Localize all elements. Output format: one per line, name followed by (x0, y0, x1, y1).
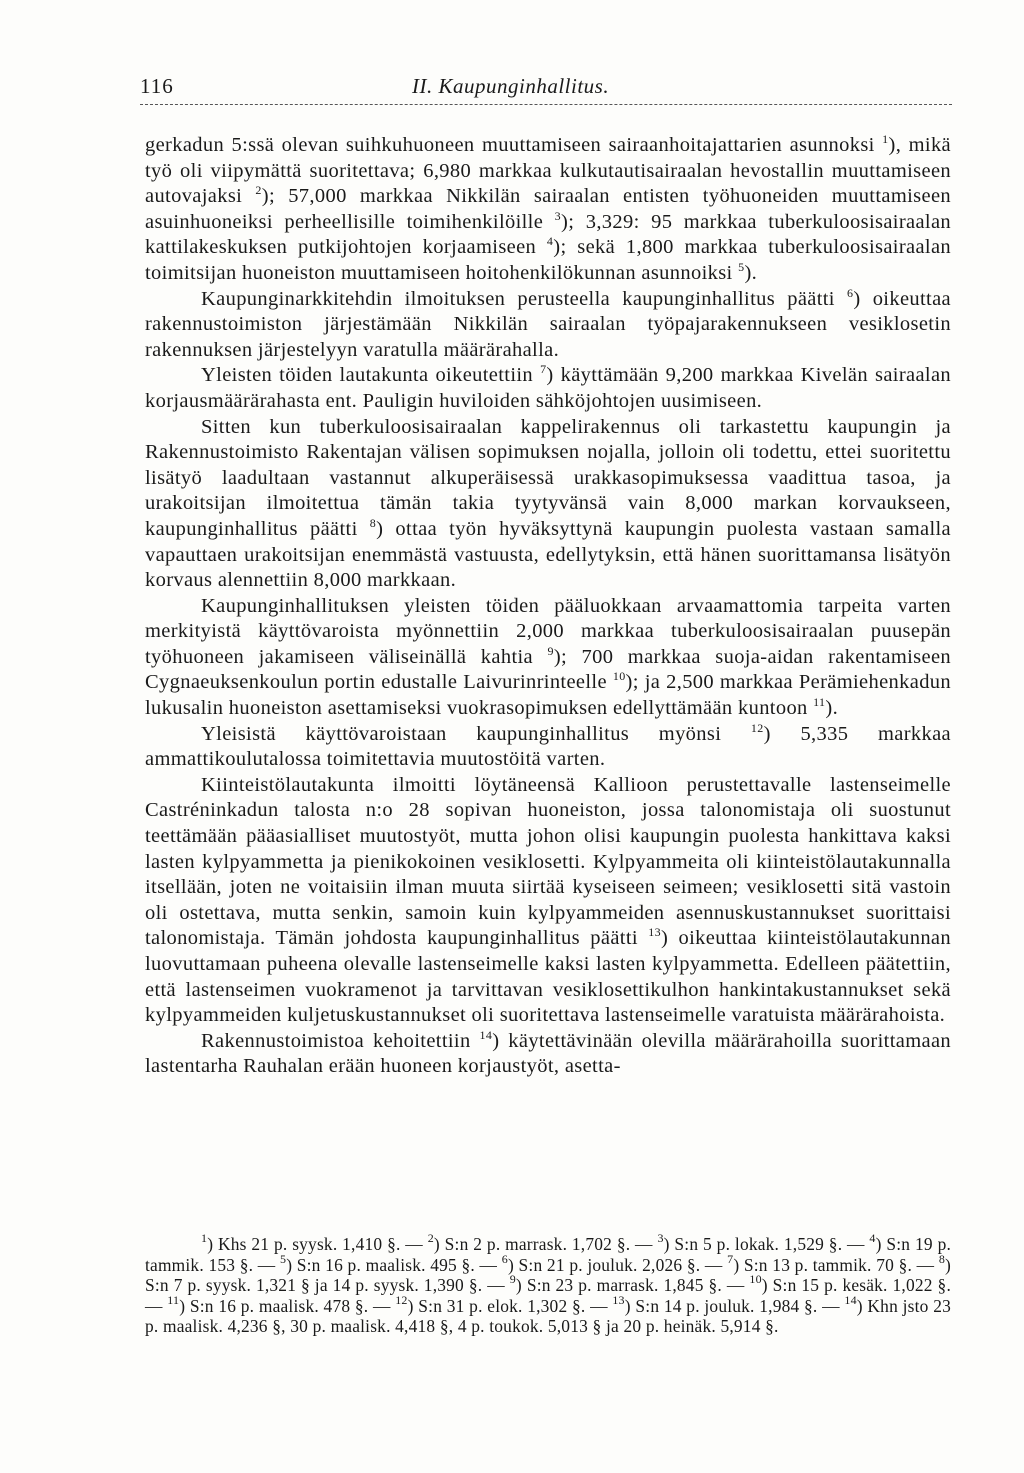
text-run: ) S:n 13 p. tammik. 70 §. — (733, 1254, 939, 1275)
text-run: ) S:n 21 p. jouluk. 2,026 §. — (507, 1254, 728, 1275)
footnote-marker: 4 (546, 234, 554, 249)
footnote-marker: 10 (612, 669, 626, 684)
footnotes (145, 1231, 952, 1337)
text-run: ); 700 markkaa suoja-aidan rakentamiseen Cygnaeuksenkoulun portin edustalle Laivurinrinteelle (145, 645, 952, 694)
footnote-marker: 11 (813, 695, 826, 710)
body-text (145, 133, 951, 1080)
footnote-marker: 9 (547, 643, 554, 658)
footnote-marker: 4 (869, 1231, 876, 1245)
text-run: ); sekä 1,800 markkaa tuberkuloosisairaalan toimitsijan huoneiston muuttamiseen hoitohenkilökunnan asunnoiksi (145, 236, 951, 284)
text-run: ); 57,000 markkaa Nikkilän sairaalan entisten työhuoneiden muuttamiseen asuinhuoneiksi perheellisille toimihenkilöille (145, 185, 952, 233)
text-run: ) S:n 19 p. tammik. 153 §. — (145, 1234, 952, 1275)
text-run: Rakennustoimistoa kehoitettiin (201, 1029, 480, 1052)
text-run: ); 3,329: 95 markkaa tuberkuloosisairaalan kattilakeskuksen putkijohtojen korjaamiseen (145, 210, 951, 259)
footnote-marker: 5 (279, 1251, 287, 1266)
paragraph (145, 722, 951, 773)
text-run: Yleisten töiden lautakunta oikeutettiin (201, 364, 541, 387)
footnote-marker: 2 (255, 183, 262, 198)
footnote-marker: 7 (540, 362, 547, 377)
footnote-marker: 9 (509, 1272, 516, 1287)
paragraph (145, 287, 951, 364)
text-run: Kiinteistölautakunta ilmoitti löytäneensä Kallioon perustettavalle lastenseimelle Castréninkadun talosta n:o 28 sopivan huoneiston, jossa talonomistaja oli suostunut teettämään pääasialliset muutostyöt, mutta johon olisi kaupungin puolesta hankittava kaksi lasten kylpyammetta ja pienikokoinen vesiklosetti. Kylpyammeita oli kiinteistölautakunnalla itsellään, joten ne voitaisiin ilman muuta siirtää kyseiseen seimeen; vesiklosetti sitä vastoin oli ostettava, mutta senkin, samoin kuin kylpyammeiden asennuskustannukset suorittaisi talonomistaja. Tämän johdosta kaupunginhallitus päätti (145, 773, 951, 950)
text-run: ) S:n 15 p. kesäk. 1,022 §. — (145, 1275, 951, 1316)
header-rule (140, 104, 952, 105)
footnote-marker: 6 (847, 285, 854, 300)
footnote-marker: 7 (727, 1251, 734, 1266)
footnote-marker: 8 (369, 515, 377, 530)
paragraph (145, 133, 951, 287)
paragraph (145, 1029, 951, 1080)
text-run: Kaupunginhallituksen yleisten töiden pääluokkaan arvaamattomia tarpeita varten merkityistä käyttövaroista myönnettiin 2,000 markkaa tuberkuloosisairaalan puusepän työhuoneen jakamiseen väliseinällä kahtia (145, 594, 951, 668)
footnote-block (145, 1231, 952, 1337)
paragraph (145, 773, 951, 1029)
text-run: ) oikeuttaa rakennustoimiston järjestämään Nikkilän sairaalan työpajarakennukseen vesiklosetin rakennuksen järjestelyyn varatulla määrärahalla. (145, 287, 951, 361)
text-run: ) ottaa työn hyväksyttynä kaupungin puolesta vastaan samalla vapauttaen urakoitsijan enemmästä vastuusta, edellytyksin, että hänen suorittamansa lisätyön korvaus alennettiin 8,000 markkaan. (145, 517, 951, 592)
page-header (140, 74, 950, 104)
footnote-marker: 11 (167, 1292, 180, 1307)
text-run: ) Khs 21 p. syysk. 1,410 §. — (207, 1234, 428, 1254)
footnote-marker: 10 (749, 1272, 762, 1287)
footnote-separator (145, 1226, 345, 1227)
text-run: ) käyttämään 9,200 markkaa Kivelän sairaalan korjausmäärärahasta ent. Pauligin huviloiden sähköjohtojen uusimiseen. (145, 364, 951, 412)
text-run: ), mikä työ oli viipymättä suoritettava; 6,980 markkaa kulkutautisairaalan hevostallin muuttamiseen autovajaksi (145, 134, 951, 208)
running-title: II. Kaupunginhallitus. (412, 74, 610, 98)
footnote-marker: 12 (395, 1292, 408, 1307)
text-run: ) S:n 7 p. syysk. 1,321 § ja 14 p. syysk. 1,390 §. — (145, 1254, 952, 1296)
footnote-marker: 1 (882, 132, 889, 146)
footnote-marker: 14 (844, 1292, 857, 1307)
footnote-marker: 13 (648, 925, 661, 940)
text-run: ) S:n 16 p. maalisk. 478 §. — (179, 1295, 396, 1316)
footnote-marker: 6 (501, 1251, 508, 1266)
footnote-marker: 13 (612, 1292, 625, 1307)
text-run: ) 5,335 markkaa ammattikoulutalossa toimitettavia muutostöitä varten. (145, 722, 951, 771)
text-run: ) S:n 16 p. maalisk. 495 §. — (286, 1254, 502, 1275)
paragraph (145, 415, 951, 594)
text-run: ). (825, 697, 839, 720)
footnote-marker: 12 (750, 720, 764, 735)
paragraph (145, 594, 951, 722)
text-run: ) käytettävinään olevilla määrärahoilla suorittamaan lastentarha Rauhalan erään huoneen korjaustyöt, asetta- (145, 1029, 951, 1078)
text-run: ) S:n 14 p. jouluk. 1,984 §. — (624, 1295, 845, 1316)
footnote-marker: 5 (738, 259, 745, 274)
text-run: ) oikeuttaa kiinteistölautakunnan luovuttamaan puheena olevalle lastenseimelle kaksi lasten kylpyammetta. Edelleen päätettiin, että lastenseimen vuokramenot ja tarvittavan vesiklosettikulhon hankintakustannukset sekä kylpyammeiden kuljetuskustannukset oli suoritettava lastenseimelle varatuista määrärahoista. (145, 927, 951, 1027)
text-run: gerkadun 5:ssä olevan suihkuhuoneen muuttamiseen sairaanhoitajattarien asunnoksi (145, 134, 883, 156)
text-run: Kaupunginarkkitehdin ilmoituksen perusteella kaupunginhallitus päätti (201, 287, 848, 310)
text-run: ) S:n 23 p. marrask. 1,845 §. — (515, 1275, 750, 1296)
footnote-marker: 3 (554, 208, 562, 223)
footnote-marker: 8 (938, 1251, 946, 1266)
paragraph (145, 363, 951, 414)
text-run: ). (744, 261, 758, 284)
text-run: ) S:n 5 p. lokak. 1,529 §. — (663, 1234, 870, 1254)
text-run: ) Khn jsto 23 p. maalisk. 4,236 §, 30 p. maalisk. 4,418 §, 4 p. toukok. 5,013 § ja 20 p. heinäk. 5,914 §. (145, 1295, 952, 1337)
footnote-marker: 14 (479, 1027, 493, 1042)
text-run: Sitten kun tuberkuloosisairaalan kappelirakennus oli tarkastettu kaupungin ja Rakennustoimisto Rakentajan välisen sopimuksen nojalla, jolloin oli todettu, ettei suoritettu lisätyö laadultaan vastannut alkuperäisessä urakkasopimuksessa vaadittua tasoa, ja urakoitsijan ilmoitettua tämän takia tyytyvänsä vain 8,000 markan korvaukseen, kaupunginhallitus päätti (145, 415, 951, 540)
footnote-marker: 3 (657, 1231, 664, 1245)
text-run: ); ja 2,500 markkaa Perämiehenkadun lukusalin huoneiston asettamiseksi vuokrasopimuksen edellyttämään kuntoon (145, 671, 951, 720)
text-run: ) S:n 2 p. marrask. 1,702 §. — (433, 1234, 658, 1254)
page-number: 116 (140, 74, 174, 98)
text-run: ) S:n 31 p. elok. 1,302 §. — (407, 1295, 613, 1316)
footnote-marker: 1 (201, 1231, 208, 1245)
footnote-marker: 2 (427, 1231, 434, 1245)
text-run: Yleisistä käyttövaroistaan kaupunginhallitus myönsi (201, 722, 751, 745)
